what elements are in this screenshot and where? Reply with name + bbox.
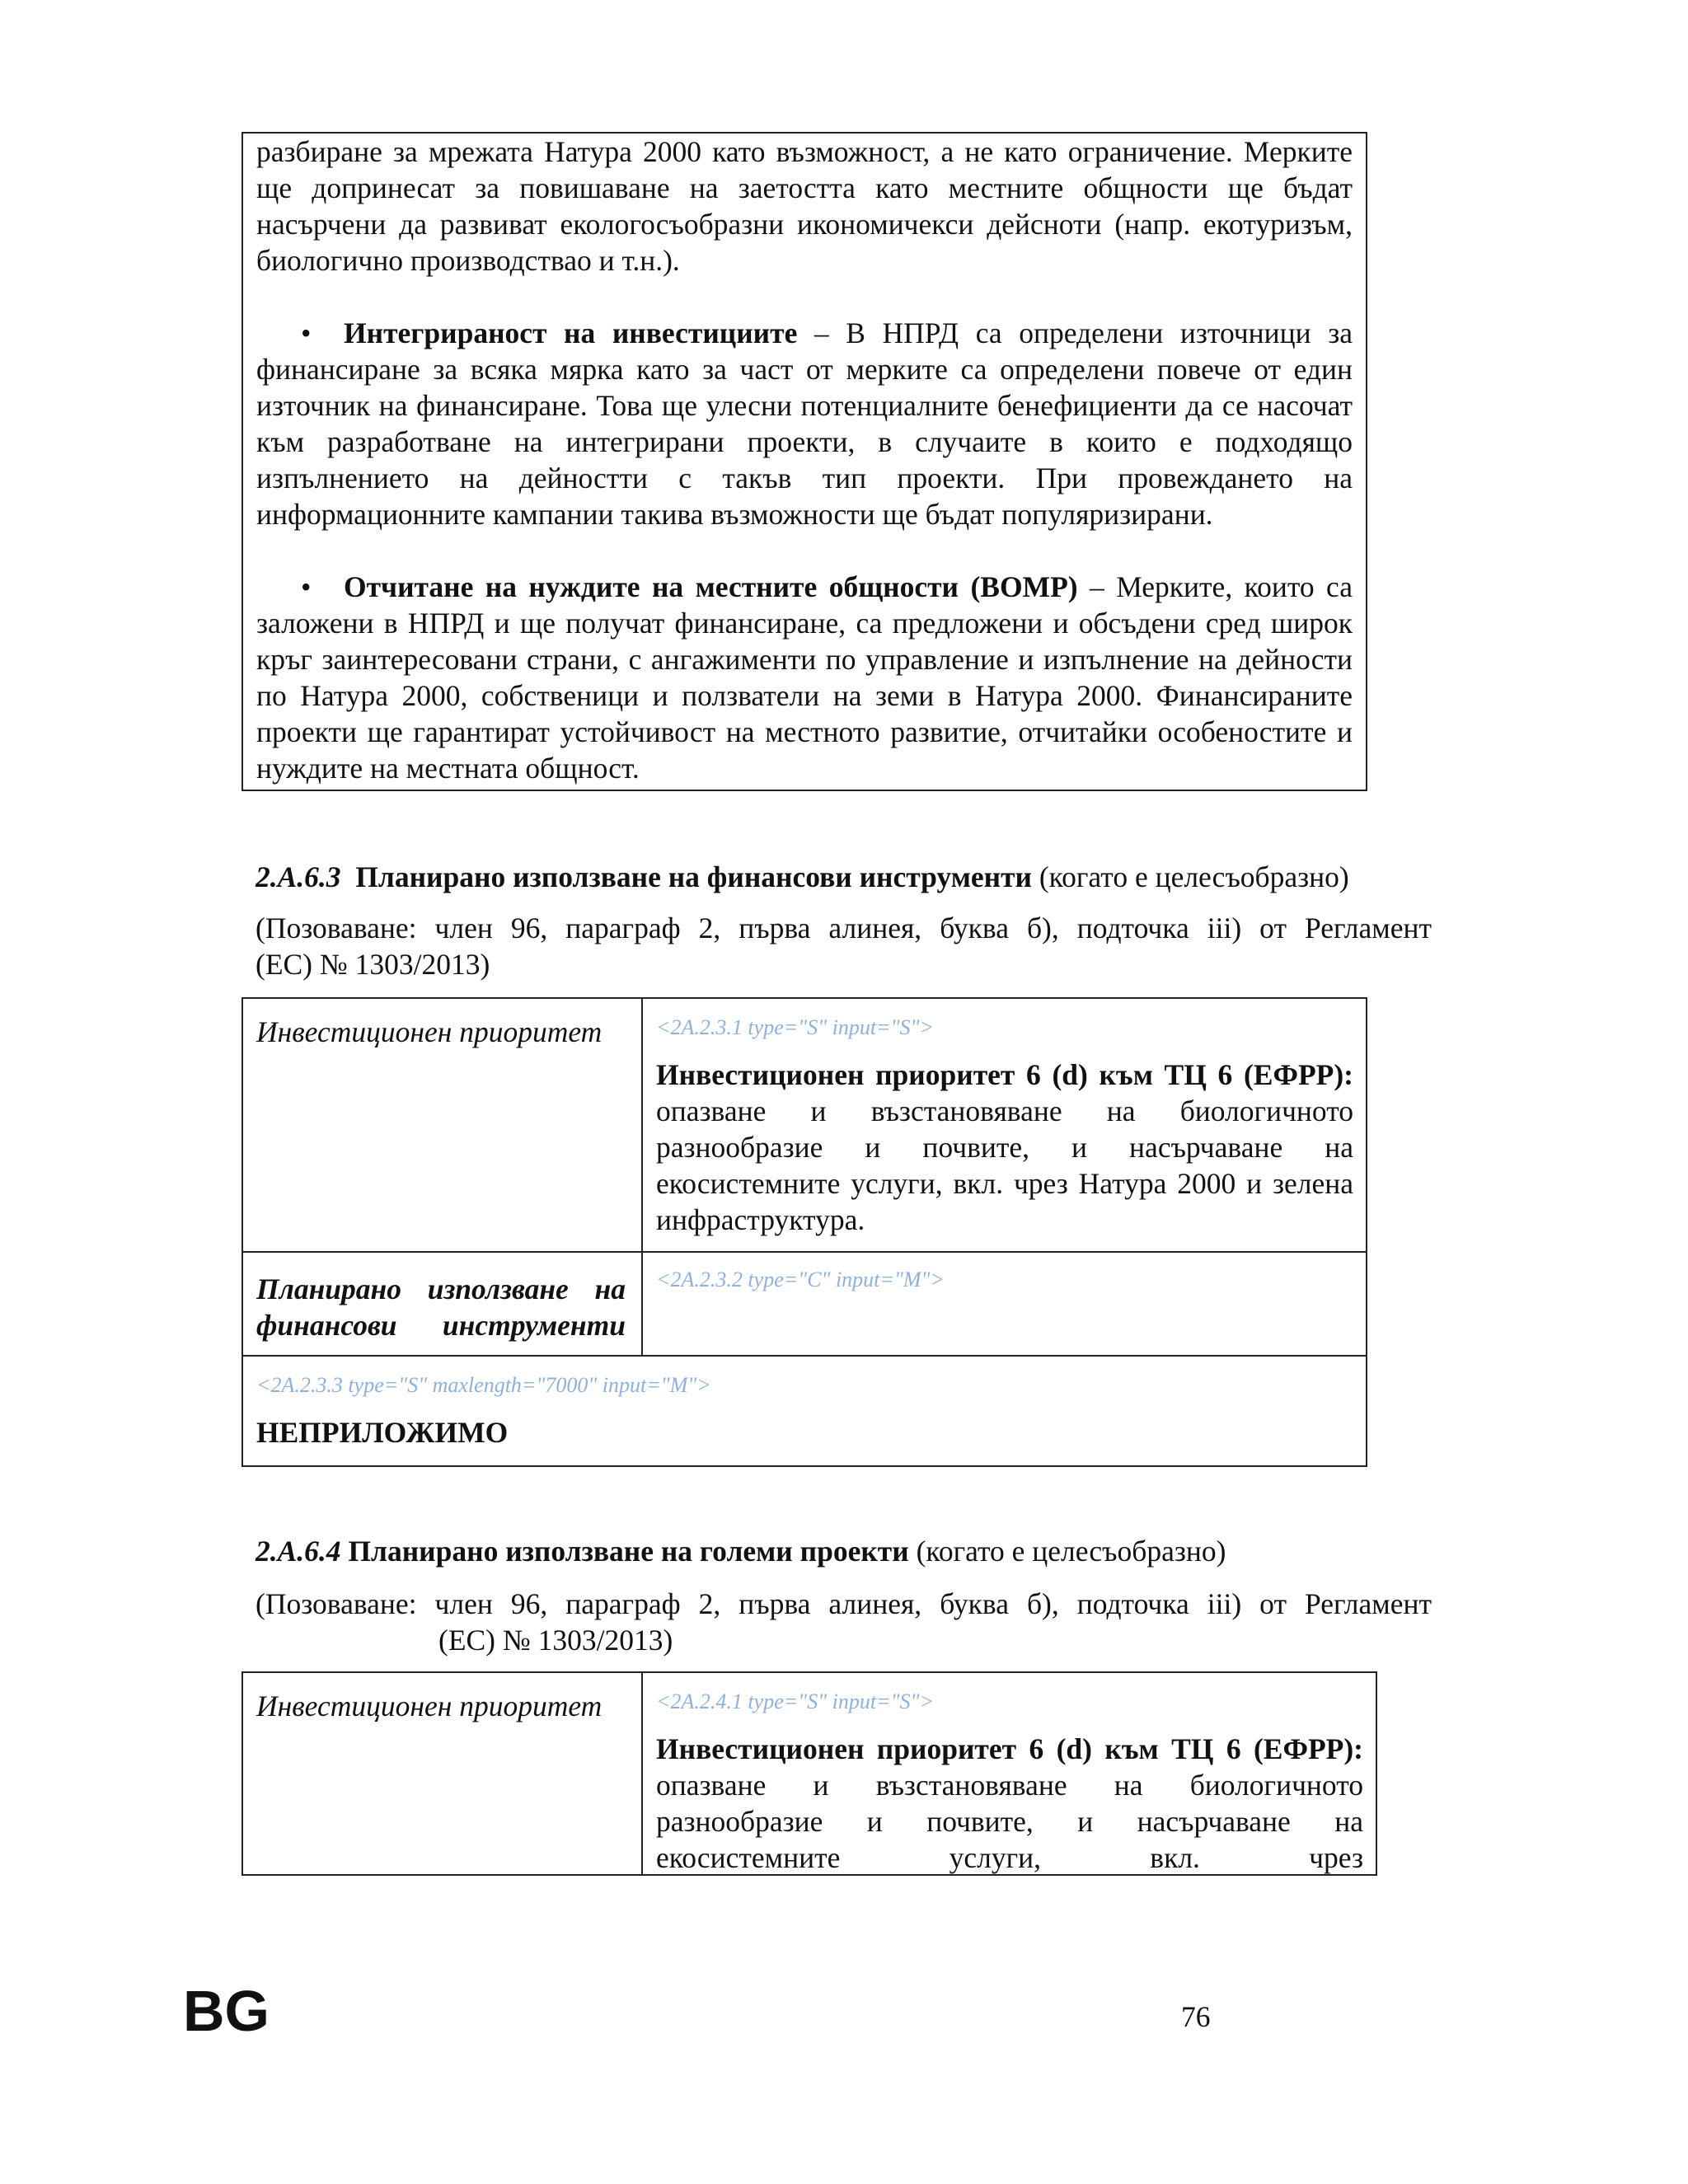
section-heading-263 <box>256 859 1426 895</box>
regulation-reference-263 <box>256 910 1432 982</box>
financial-instruments-table <box>241 997 1367 1467</box>
bullet-title: Интегрираност на инвестициите <box>344 316 798 349</box>
bullet-title: Отчитане на нуждите на местните общности (ВОМР) <box>344 570 1078 603</box>
narrative-paragraph: разбиране за мрежата Натура 2000 като възможност, а не като ограничение. Мерките ще допринесат за повишаване на заетостта като местните общности ще бъдат насърчени да развиват екологосъобразни икономичекси дейсноти (напр. екотуризъм, биологично производствао и т.н.). <box>256 135 1353 277</box>
page-number: 76 <box>1181 2000 1211 2033</box>
investment-priority-label: Инвестиционен приоритет <box>256 1690 603 1722</box>
bullet-text: – Мерките, които са заложени в НПРД и ще получат финансиране, са предложени и обсъдени сред широк кръг заинтересовани страни, с ангажименти по управление и изпълнение на дейности по Натура 2000, собственици и ползватели на земи в Натура 2000. Финансираните проекти ще гарантират устойчивост на местното развитие, отчитайки особеностите и нуждите на местната общност. <box>256 570 1353 785</box>
investment-priority-label: Инвестиционен приоритет <box>256 1015 603 1048</box>
field-tag: <2A.2.4.1 type="S" input="S"> <box>656 1690 934 1713</box>
section-heading-264 <box>256 1533 1426 1569</box>
fi-description-cell <box>256 1371 1353 1451</box>
investment-priority-cell <box>656 1014 1353 1238</box>
major-projects-table <box>241 1671 1377 1876</box>
narrative-box <box>241 132 1367 791</box>
field-tag: <2A.2.3.3 type="S" maxlength="7000" input="M"> <box>256 1373 711 1397</box>
section-title: Планирано използване на големи проекти <box>348 1535 909 1568</box>
bullet-dot-icon: • <box>301 316 312 349</box>
planned-fi-label: Планирано използване на финансови инструменти <box>256 1272 626 1342</box>
section-number: 2.A.6.3 <box>256 860 341 893</box>
bullet-dot-icon: • <box>301 570 312 603</box>
section-number: 2.A.6.4 <box>256 1535 341 1568</box>
investment-priority-cell <box>656 1688 1363 1876</box>
reference-line: (ЕС) № 1303/2013) <box>438 1624 673 1657</box>
row-divider <box>243 1355 1366 1357</box>
section-title: Планирано използване на финансови инструменти <box>355 860 1032 893</box>
priority-bold: Инвестиционен приоритет 6 (d) към ТЦ 6 (ЕФРР): <box>656 1058 1353 1091</box>
section-suffix: (когато е целесъобразно) <box>908 1535 1226 1568</box>
bullet-integration <box>256 315 1353 532</box>
row-divider <box>243 1251 1366 1253</box>
reference-line: (ЕС) № 1303/2013) <box>256 948 490 981</box>
regulation-reference-264 <box>256 1586 1432 1658</box>
planned-fi-cell <box>656 1266 1353 1294</box>
bullet-community-needs <box>256 569 1353 786</box>
priority-bold: Инвестиционен приоритет 6 (d) към ТЦ 6 (ЕФРР): <box>656 1732 1363 1765</box>
field-tag: <2A.2.3.1 type="S" input="S"> <box>656 1015 934 1039</box>
priority-description: опазване и възстановяване на биологичното разнообразие и почвите, и насърчаване на екосистемните услуги, вкл. чрез <box>656 1769 1363 1874</box>
column-divider <box>641 1673 643 1874</box>
language-code: BG <box>183 1979 270 2043</box>
bullet-text: – В НПРД са определени източници за финансиране за всяка мярка като за част от мерките са определени повече от един източник на финансиране. Това ще улесни потенциалните бенефициенти да се насочат към разработване на интегрирани проекти, в случаите в които е подходящо изпълнението на дейностти с такъв тип проекти. При провеждането на информационните кампании такива възможности ще бъдат популяризирани. <box>256 316 1353 531</box>
investment-priority-text <box>656 1057 1353 1238</box>
priority-description: опазване и възстановяване на биологичното разнообразие и почвите, и насърчаване на екосистемните услуги, вкл. чрез Натура 2000 и зелена инфраструктура. <box>656 1094 1353 1236</box>
section-suffix: (когато е целесъобразно) <box>1031 860 1349 893</box>
reference-line: (Позоваване: член 96, параграф 2, първа алинея, буква б), подточка iii) от Регламент <box>256 912 1432 944</box>
reference-line: (Позоваване: член 96, параграф 2, първа алинея, буква б), подточка iii) от Регламент <box>256 1587 1432 1620</box>
investment-priority-text <box>656 1731 1363 1876</box>
column-divider <box>641 999 643 1357</box>
not-applicable-text: НЕПРИЛОЖИМО <box>256 1416 509 1449</box>
field-tag: <2A.2.3.2 type="C" input="M"> <box>656 1268 945 1291</box>
